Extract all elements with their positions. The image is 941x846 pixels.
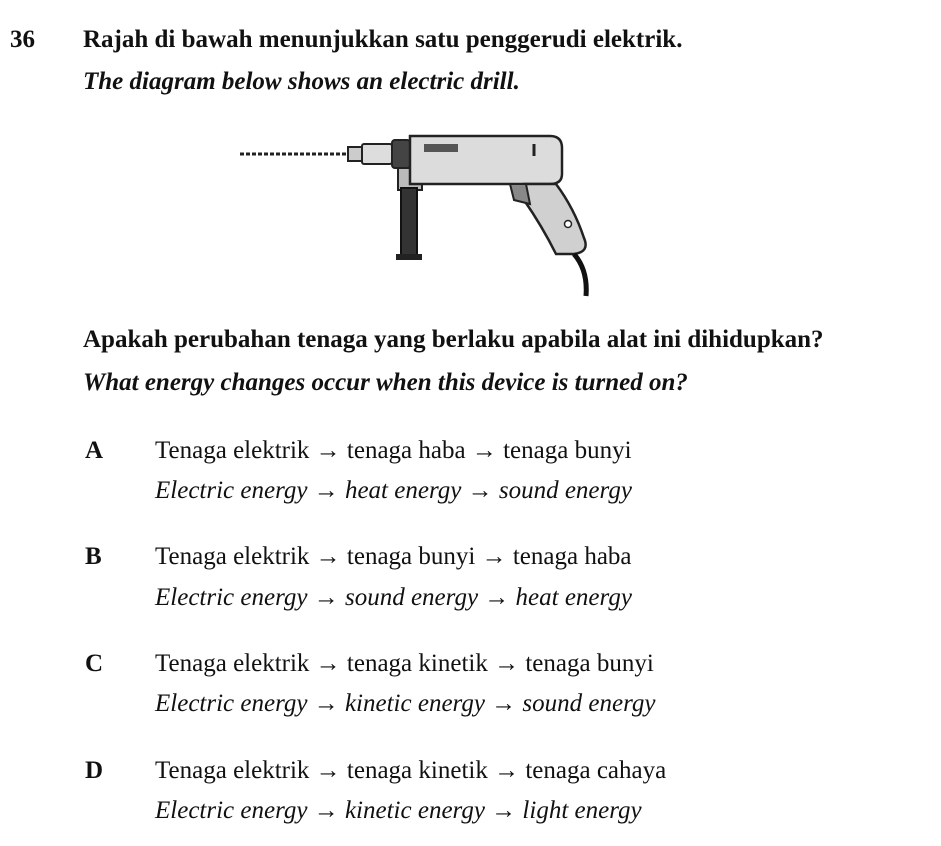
option-c-english[interactable]: Electric energy → kinetic energy → sound energy	[155, 690, 656, 717]
option-a-malay[interactable]: Tenaga elektrik → tenaga haba → tenaga bunyi	[155, 437, 632, 464]
option-d-letter[interactable]: D	[85, 757, 104, 784]
option-b-english[interactable]: Electric energy → sound energy → heat energy	[155, 584, 632, 611]
option-c-malay[interactable]: Tenaga elektrik → tenaga kinetik → tenaga bunyi	[155, 650, 654, 677]
option-d-english[interactable]: Electric energy → kinetic energy → light energy	[155, 797, 642, 824]
option-a-english[interactable]: Electric energy → heat energy → sound energy	[155, 477, 632, 504]
option-b-letter[interactable]: B	[85, 543, 102, 570]
electric-drill-icon	[238, 130, 610, 302]
question-prompt-english: What energy changes occur when this device is turned on?	[83, 369, 688, 396]
option-b-malay[interactable]: Tenaga elektrik → tenaga bunyi → tenaga haba	[155, 543, 632, 570]
question-stem-english: The diagram below shows an electric drill.	[83, 68, 520, 95]
option-a-letter[interactable]: A	[85, 437, 104, 464]
option-d-malay[interactable]: Tenaga elektrik → tenaga kinetik → tenaga cahaya	[155, 757, 667, 784]
question-stem-malay: Rajah di bawah menunjukkan satu penggerudi elektrik.	[83, 26, 683, 53]
option-c-letter[interactable]: C	[85, 650, 104, 677]
question-number: 36	[10, 26, 35, 53]
question-prompt-malay: Apakah perubahan tenaga yang berlaku apabila alat ini dihidupkan?	[83, 326, 824, 353]
